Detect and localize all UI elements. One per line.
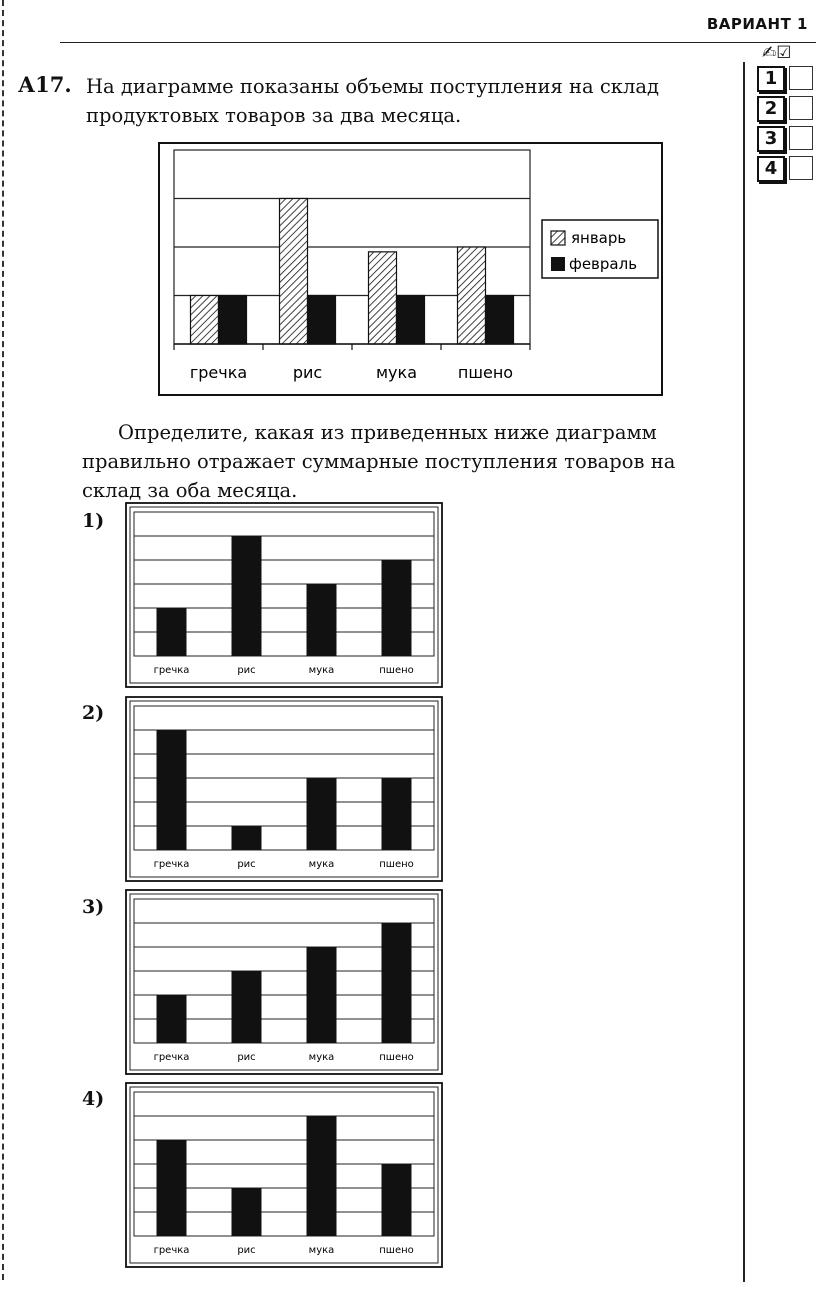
x-tick-label: мука (308, 665, 335, 676)
bar-1 (232, 536, 262, 656)
legend-label-february: февраль (569, 255, 638, 273)
x-tick-label: мука (308, 1052, 335, 1063)
bar-1 (232, 971, 262, 1043)
bar-3 (382, 778, 412, 850)
question-line: продуктовых товаров за два месяца. (86, 104, 462, 127)
option-label-1: 1) (82, 510, 105, 532)
option-label-4: 4) (82, 1088, 105, 1110)
answer-column-rule (743, 62, 745, 1282)
x-tick-label: пшено (379, 1245, 414, 1256)
x-tick-label: мука (375, 363, 418, 382)
bar-february-2 (397, 296, 425, 345)
bar-february-0 (219, 296, 247, 345)
x-tick-label: гречка (153, 1052, 190, 1063)
instruction-line: склад за оба месяца. (82, 479, 298, 502)
bar-2 (307, 1116, 337, 1236)
option-chart-4[interactable] (125, 1082, 443, 1268)
x-tick-label: гречка (189, 363, 248, 382)
option-label-2: 2) (82, 702, 105, 724)
bar-february-1 (308, 296, 336, 345)
x-tick-label: мука (308, 859, 335, 870)
question-text (86, 72, 736, 130)
x-tick-label: рис (237, 1052, 256, 1063)
answer-option-4[interactable] (757, 156, 813, 180)
main-chart (158, 142, 664, 398)
option-chart-1[interactable] (125, 502, 443, 688)
x-tick-label: мука (308, 1245, 335, 1256)
variant-label: ВАРИАНТ 1 (706, 15, 808, 33)
x-tick-label: гречка (153, 665, 190, 676)
answer-option-2[interactable] (757, 96, 813, 120)
option-chart-2[interactable] (125, 696, 443, 882)
x-tick-label: пшено (379, 665, 414, 676)
bar-3 (382, 560, 412, 656)
bar-january-2 (369, 252, 397, 344)
bar-january-3 (458, 247, 486, 344)
bar-february-3 (486, 296, 514, 345)
instruction-text (82, 418, 742, 505)
bar-2 (307, 584, 337, 656)
bar-3 (382, 1164, 412, 1236)
x-tick-label: рис (237, 859, 256, 870)
x-tick-label: гречка (153, 1245, 190, 1256)
bar-2 (307, 947, 337, 1043)
answer-number: 3 (757, 126, 785, 152)
instruction-line: Определите, какая из приведенных ниже диаграмм (118, 421, 657, 444)
x-tick-label: пшено (379, 859, 414, 870)
legend-swatch-february (551, 257, 565, 271)
option-label-3: 3) (82, 896, 105, 918)
bar-1 (232, 826, 262, 850)
answer-checkbox[interactable] (789, 66, 813, 90)
answer-checkbox[interactable] (789, 156, 813, 180)
option-chart-3[interactable] (125, 889, 443, 1075)
x-tick-label: пшено (379, 1052, 414, 1063)
legend (542, 220, 658, 278)
answer-mark-icons: ✍☑ (762, 43, 792, 63)
answer-checkbox[interactable] (789, 96, 813, 120)
bar-0 (157, 730, 187, 850)
cut-line (2, 0, 4, 1280)
bar-0 (157, 608, 187, 656)
bar-0 (157, 995, 187, 1043)
bar-january-0 (191, 296, 219, 345)
answer-number: 4 (757, 156, 785, 182)
answer-number: 2 (757, 96, 785, 122)
bar-3 (382, 923, 412, 1043)
instruction-line: правильно отражает суммарные поступления товаров на (82, 450, 676, 473)
bar-0 (157, 1140, 187, 1236)
question-line: На диаграмме показаны объемы поступления на склад (86, 75, 659, 98)
x-tick-label: рис (292, 363, 323, 382)
bar-2 (307, 778, 337, 850)
task-number: А17. (18, 72, 72, 97)
answer-number: 1 (757, 66, 785, 92)
x-tick-label: гречка (153, 859, 190, 870)
answer-option-3[interactable] (757, 126, 813, 150)
answer-option-1[interactable] (757, 66, 813, 90)
x-tick-label: рис (237, 1245, 256, 1256)
header-rule (60, 42, 816, 43)
answer-checkbox[interactable] (789, 126, 813, 150)
x-tick-label: рис (237, 665, 256, 676)
legend-label-january: январь (571, 229, 627, 247)
bar-january-1 (280, 199, 308, 345)
bar-1 (232, 1188, 262, 1236)
legend-swatch-january (551, 231, 565, 245)
x-tick-label: пшено (457, 363, 514, 382)
